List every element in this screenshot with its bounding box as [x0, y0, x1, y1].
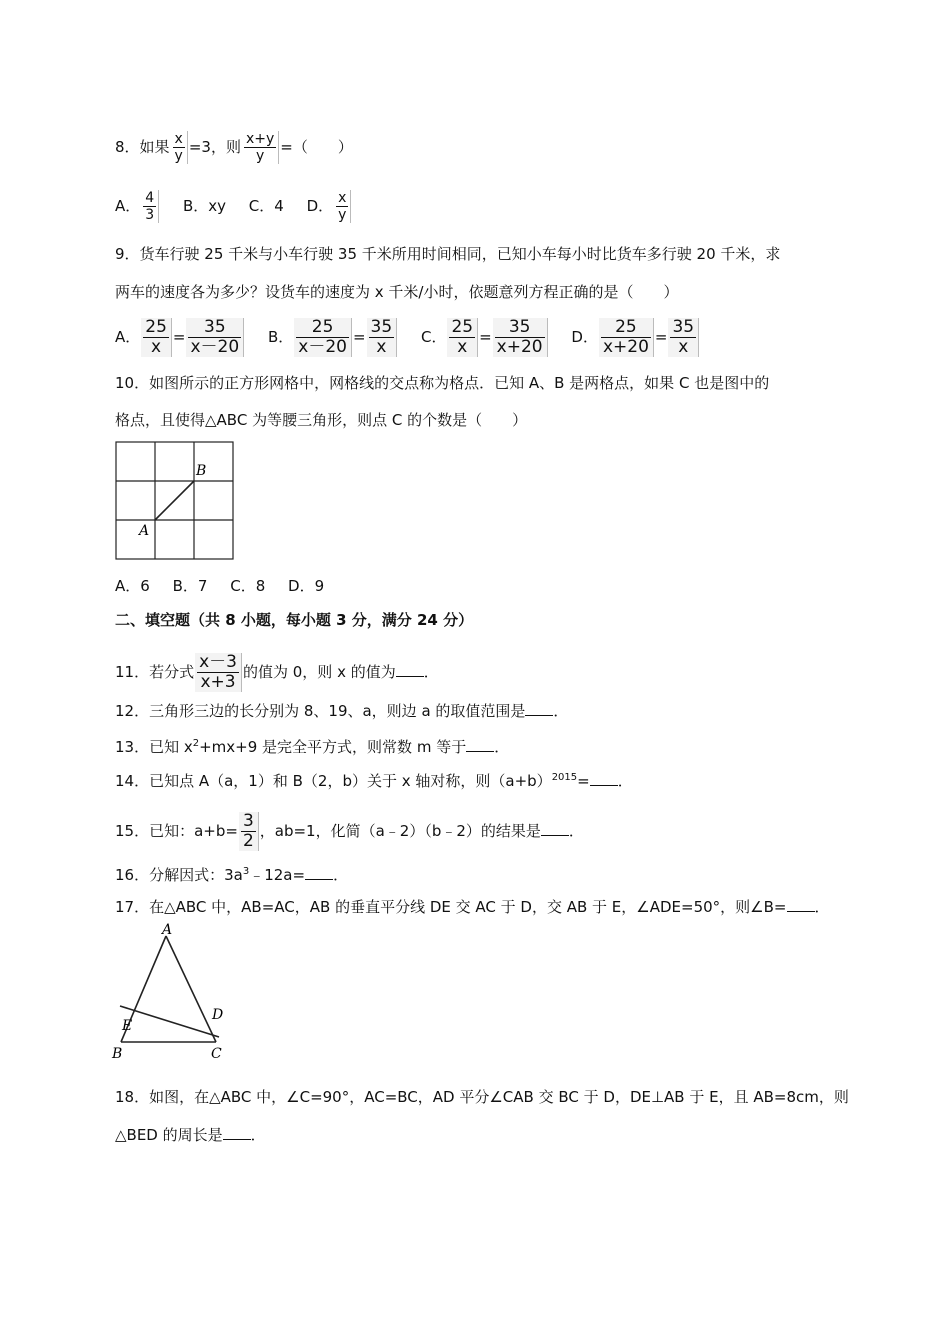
q13-answer-blank[interactable]	[466, 737, 494, 752]
q15-fraction: $\frac{3}{2}$	[239, 812, 259, 851]
q8-fraction-x-over-y: $\frac{x}{y}$	[171, 131, 188, 164]
side-ac	[166, 936, 216, 1042]
question-13: 13．已知 $x^2+mx+9$ 是完全平方式，则常数 m 等于 ．	[115, 738, 510, 756]
q10-grid-figure	[114, 440, 236, 562]
q10-option-d[interactable]: D．9	[288, 577, 325, 595]
question-17: 17．在△ABC 中，AB=AC，AB 的垂直平分线 DE 交 AC 于 D，交 AB 于 E，∠ADE=50°，则∠B= ．	[115, 898, 830, 916]
section-2-title: 二、填空题（共 8 小题，每小题 3 分，满分 24 分）	[115, 611, 474, 629]
q10-option-b[interactable]: B．7	[172, 577, 208, 595]
point-b-label: B	[196, 463, 207, 479]
q10-line-2: 格点，且使得△ABC 为等腰三角形，则点 C 的个数是（ ）	[115, 411, 528, 429]
q12-answer-blank[interactable]	[525, 701, 553, 716]
question-12: 12．三角形三边的长分别为 8、19、a，则边 a 的取值范围是 ．	[115, 702, 569, 720]
q10-option-a[interactable]: A．6	[115, 577, 150, 595]
question-9-options	[115, 318, 718, 357]
question-8-options	[115, 190, 370, 223]
q8-option-d[interactable]: D． $\frac{x}{y}$	[307, 197, 353, 215]
q17-triangle-figure	[108, 922, 233, 1064]
question-15: 15．已知：a+b= $\frac{3}{2}$ ，ab=1，化简（a﹣2）（b﹣2）的结果是 ．	[115, 811, 584, 851]
q15-answer-blank[interactable]	[541, 821, 569, 836]
q18-line-2: △BED 的周长是 ．	[115, 1126, 266, 1144]
q9-line-2: 两车的速度各为多少？设货车的速度为 x 千米/小时，依题意列方程正确的是（ ）	[115, 283, 679, 301]
point-d-label: D	[212, 1007, 224, 1023]
q11-fraction: $\frac{x-3}{x+3}$	[195, 653, 242, 692]
q8-option-b[interactable]: B．xy	[182, 197, 227, 215]
q17-answer-blank[interactable]	[787, 897, 815, 912]
q9-line-1: 9．货车行驶 25 千米与小车行驶 35 千米所用时间相同，已知小车每小时比货车多行驶 20 千米，求	[115, 245, 781, 263]
q16-answer-blank[interactable]	[305, 865, 333, 880]
question-14: 14．已知点 A（a，1）和 B（2，b）关于 x 轴对称，则$(a+b)^{2015}=$ ．	[115, 772, 633, 790]
q9-option-c[interactable]: C． $\frac{25}{x}$ = $\frac{35}{x+20}$	[421, 328, 549, 346]
q8-option-a[interactable]: A． $\frac{4}{3}$	[115, 197, 160, 215]
q14-answer-blank[interactable]	[590, 771, 618, 786]
q8-suffix: =（ ）	[280, 138, 353, 156]
point-c-label: C	[211, 1046, 222, 1062]
q8-fraction-xplusy-over-y: $\frac{x+y}{y}$	[242, 131, 279, 164]
q11-answer-blank[interactable]	[396, 662, 424, 677]
point-a-label: A	[162, 922, 173, 938]
q9-option-d[interactable]: D． $\frac{25}{x+20}$ = $\frac{35}{x}$	[571, 328, 700, 346]
q18-line-1: 18．如图，在△ABC 中，∠C=90°，AC=BC，AD 平分∠CAB 交 BC 于 D，DE⊥AB 于 E，且 AB=8cm，则	[115, 1088, 849, 1106]
line-de	[120, 1006, 219, 1037]
question-10-options	[115, 576, 342, 596]
q10-option-c[interactable]: C．8	[230, 577, 266, 595]
point-e-label: E	[122, 1018, 133, 1034]
q9-option-a[interactable]: A． $\frac{25}{x}$ = $\frac{35}{x-20}$	[115, 328, 245, 346]
point-b-label: B	[112, 1046, 123, 1062]
q8-option-c[interactable]: C．4	[248, 197, 284, 215]
segment-ab	[155, 481, 194, 520]
question-11: 11．若分式 $\frac{x-3}{x+3}$ 的值为 0，则 x 的值为 ．	[115, 652, 439, 692]
question-16: 16．分解因式：$3a^3﹣12a=$ ．	[115, 866, 349, 884]
q8-mid: =3，则	[188, 138, 241, 156]
q18-answer-blank[interactable]	[223, 1125, 251, 1140]
q10-line-1: 10．如图所示的正方形网格中，网格线的交点称为格点．已知 A、B 是两格点，如果 C 也是图中的	[115, 374, 770, 392]
point-a-label: A	[139, 523, 150, 539]
question-8	[115, 131, 353, 164]
q9-option-b[interactable]: B． $\frac{25}{x-20}$ = $\frac{35}{x}$	[268, 328, 398, 346]
q8-prefix: 8．如果	[115, 138, 170, 156]
